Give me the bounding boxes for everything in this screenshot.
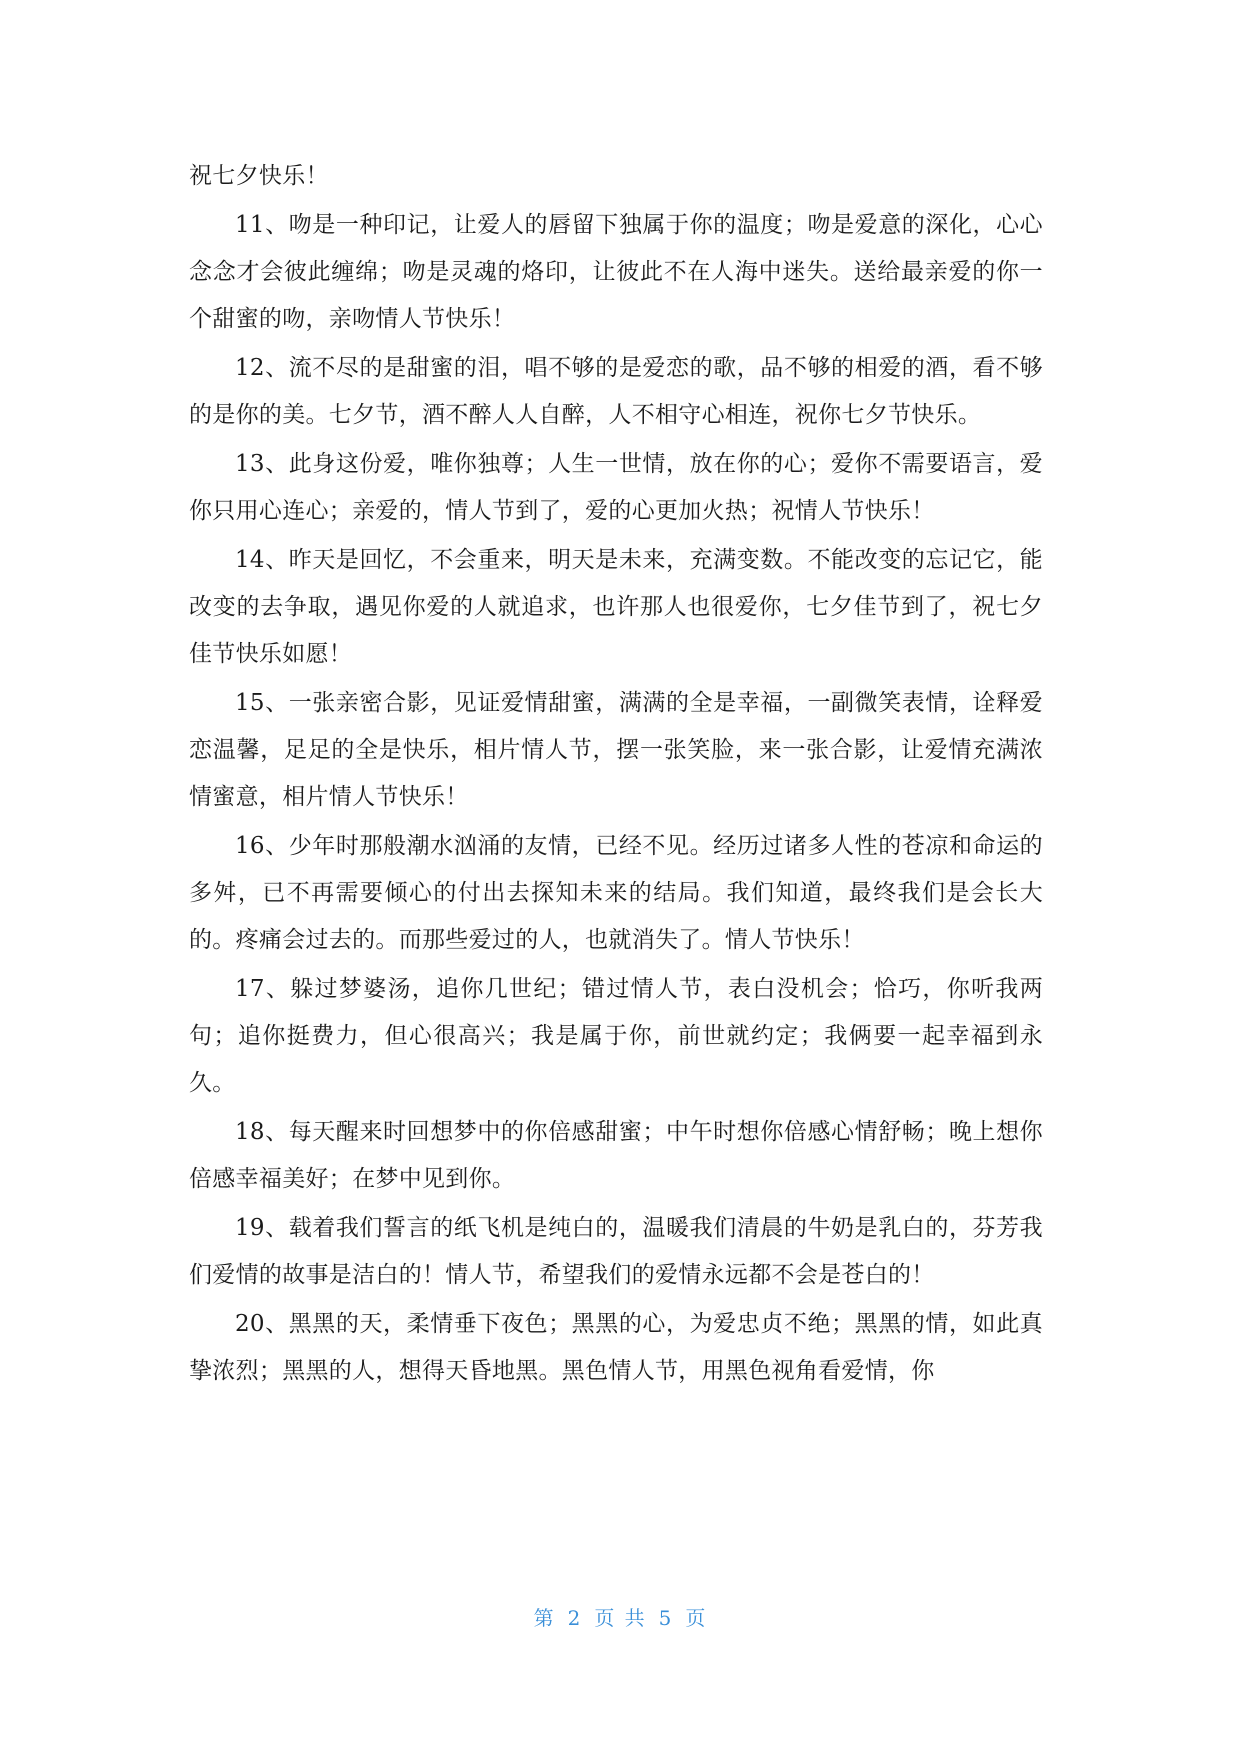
total-pages-number: 5 [658,1606,674,1630]
paragraph: 17、躲过梦婆汤，追你几世纪；错过情人节，表白没机会；恰巧，你听我两句；追你挺费力，但心很高兴；我是属于你，前世就约定；我俩要一起幸福到永久。 [189,976,1043,1096]
paragraph: 12、流不尽的是甜蜜的泪，唱不够的是爱恋的歌，品不够的相爱的酒，看不够的是你的美。七夕节，酒不醉人人自醉，人不相守心相连，祝你七夕节快乐。 [189,355,1043,428]
paragraph: 14、昨天是回忆，不会重来，明天是未来，充满变数。不能改变的忘记它，能改变的去争取，遇见你爱的人就追求，也许那人也很爱你，七夕佳节到了，祝七夕佳节快乐如愿！ [189,547,1043,667]
paragraph: 15、一张亲密合影，见证爱情甜蜜，满满的全是幸福，一副微笑表情，诠释爱恋温馨，足足的全是快乐，相片情人节，摆一张笑脸，来一张合影，让爱情充满浓情蜜意，相片情人节快乐！ [189,690,1043,810]
paragraph: 16、少年时那般潮水汹涌的友情，已经不见。经历过诸多人性的苍凉和命运的多舛，已不再需要倾心的付出去探知未来的结局。我们知道，最终我们是会长大的。疼痛会过去的。而那些爱过的人，也就消失了。情人节快乐！ [189,833,1043,953]
paragraph: 13、此身这份爱，唯你独尊；人生一世情，放在你的心；爱你不需要语言，爱你只用心连心；亲爱的，情人节到了，爱的心更加火热；祝情人节快乐！ [189,451,1043,524]
document-body [189,153,1043,1397]
page-end-label: 页 [685,1606,708,1630]
page-footer [0,1602,1241,1631]
paragraph: 祝七夕快乐！ [189,163,329,189]
page-label: 第 [533,1606,556,1630]
current-page-number: 2 [567,1606,583,1630]
paragraph: 19、载着我们誓言的纸飞机是纯白的，温暖我们清晨的牛奶是乳白的，芬芳我们爱情的故事是洁白的！情人节，希望我们的爱情永远都不会是苍白的！ [189,1215,1043,1288]
paragraph: 11、吻是一种印记，让爱人的唇留下独属于你的温度；吻是爱意的深化，心心念念才会彼此缠绵；吻是灵魂的烙印，让彼此不在人海中迷失。送给最亲爱的你一个甜蜜的吻，亲吻情人节快乐！ [189,212,1043,332]
page-of-label: 页 共 [594,1606,647,1630]
paragraph: 20、黑黑的天，柔情垂下夜色；黑黑的心，为爱忠贞不绝；黑黑的情，如此真挚浓烈；黑黑的人，想得天昏地黑。黑色情人节，用黑色视角看爱情，你 [189,1311,1043,1384]
paragraph: 18、每天醒来时回想梦中的你倍感甜蜜；中午时想你倍感心情舒畅；晚上想你倍感幸福美好；在梦中见到你。 [189,1119,1043,1192]
